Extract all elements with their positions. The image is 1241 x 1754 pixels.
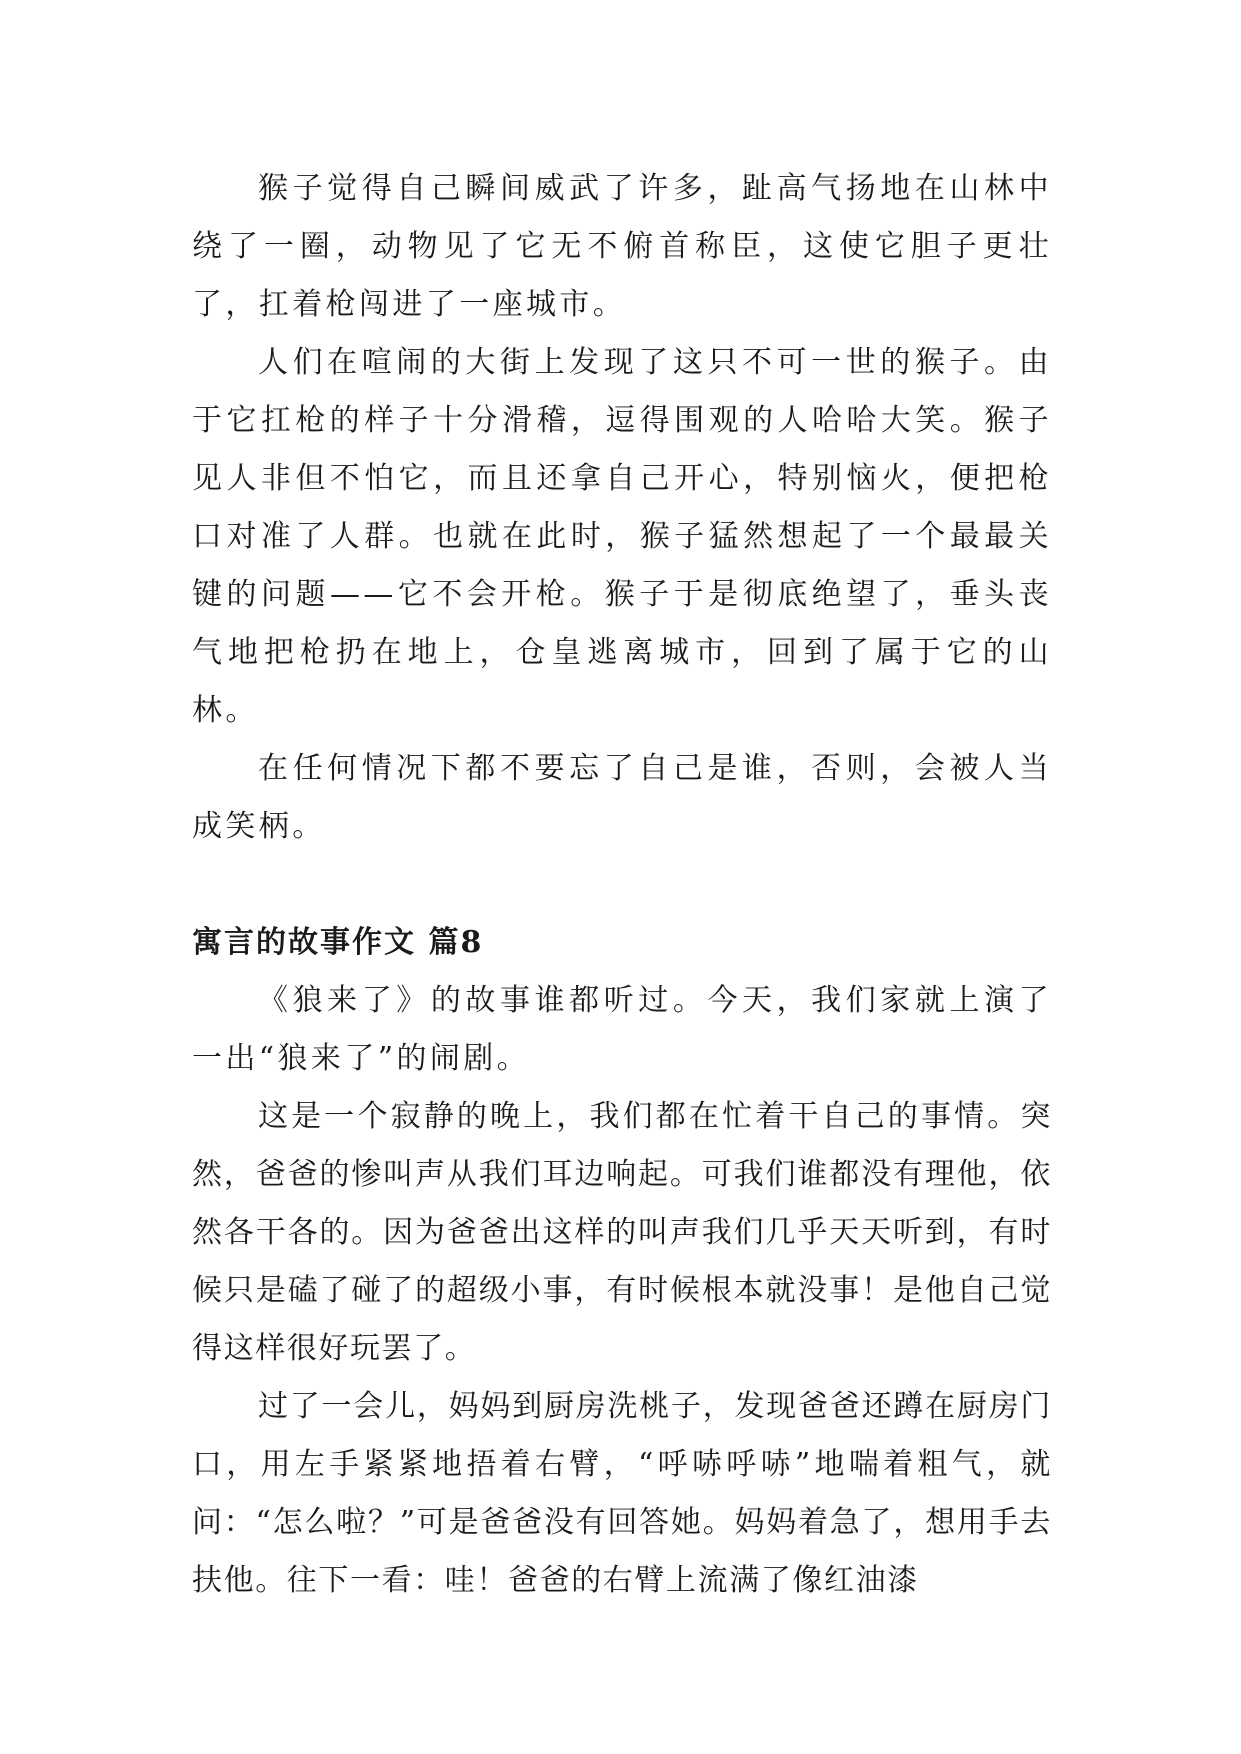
- document-page: [192, 160, 1052, 1610]
- section-heading: 寓言的故事作文 篇8: [192, 925, 484, 960]
- paragraph-wolf-intro: 《狼来了》的故事谁都听过。今天，我们家就上演了一出“狼来了”的闹剧。: [192, 983, 1052, 1076]
- paragraph-kitchen: 过了一会儿，妈妈到厨房洗桃子，发现爸爸还蹲在厨房门口，用左手紧紧地捂着右臂，“呼哧呼哧”地喘着粗气，就问：“怎么啦？”可是爸爸没有回答她。妈妈着急了，想用手去扶他。往下一看：哇！爸爸的右臂上流满了像红油漆: [192, 1389, 1052, 1598]
- paragraph-monkey-street: 人们在喧闹的大街上发现了这只不可一世的猴子。由于它扛枪的样子十分滑稽，逗得围观的人哈哈大笑。猴子见人非但不怕它，而且还拿自己开心，特别恼火，便把枪口对准了人群。也就在此时，猴子猛然想起了一个最最关键的问题——它不会开枪。猴子于是彻底绝望了，垂头丧气地把枪扔在地上，仓皇逃离城市，回到了属于它的山林。: [192, 345, 1052, 728]
- paragraph-moral: 在任何情况下都不要忘了自己是谁，否则，会被人当成笑柄。: [192, 751, 1052, 844]
- paragraph-monkey-city: 猴子觉得自己瞬间威武了许多，趾高气扬地在山林中绕了一圈，动物见了它无不俯首称臣，这使它胆子更壮了，扛着枪闯进了一座城市。: [192, 171, 1052, 322]
- paragraph-quiet-evening: 这是一个寂静的晚上，我们都在忙着干自己的事情。突然，爸爸的惨叫声从我们耳边响起。可我们谁都没有理他，依然各干各的。因为爸爸出这样的叫声我们几乎天天听到，有时候只是磕了碰了的超级小事，有时候根本就没事！是他自己觉得这样很好玩罢了。: [192, 1099, 1052, 1366]
